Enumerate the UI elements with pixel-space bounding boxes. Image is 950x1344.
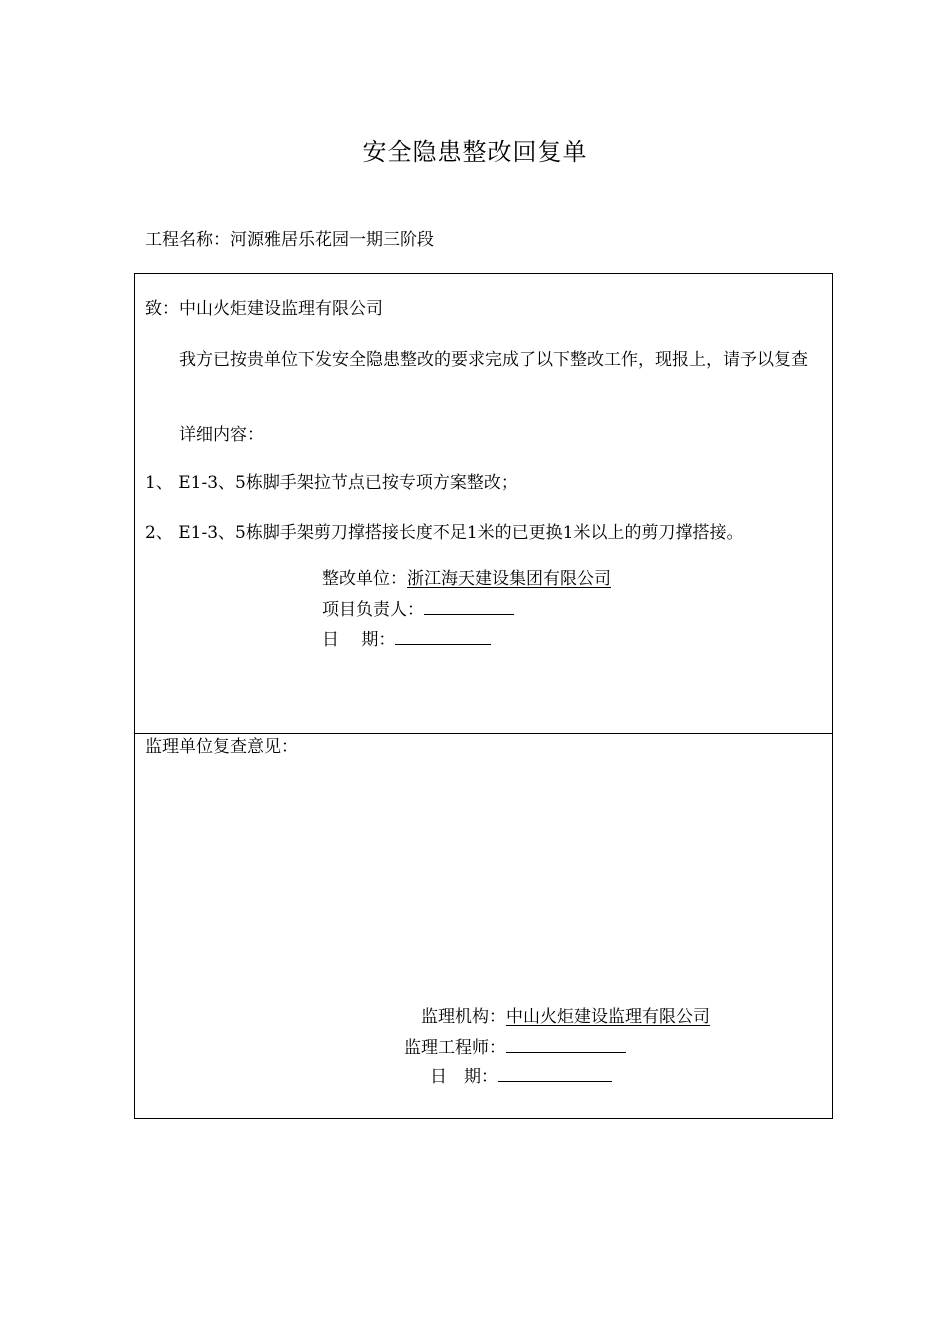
supervision-agency-line (421, 1006, 710, 1028)
project-name-line (145, 225, 434, 250)
intro-paragraph: 我方已按贵单位下发安全隐患整改的要求完成了以下整改工作，现报上，请予以复查 (179, 350, 808, 370)
section-divider (135, 733, 832, 734)
details-label: 详细内容： (179, 425, 264, 445)
detail-item-1: 1、 E1-3、5栋脚手架拉节点已按专项方案整改； (145, 473, 518, 493)
rectification-date-label: 日 期： (322, 630, 396, 650)
recipient-value: 中山火炬建设监理有限公司 (179, 299, 383, 319)
detail-item-2: 2、 E1-3、5栋脚手架剪刀撑搭接长度不足1米的已更换1米以上的剪刀撑搭接。 (145, 523, 744, 543)
project-name-label: 工程名称： (145, 230, 230, 250)
recipient-line (145, 298, 383, 320)
rectification-date-line (322, 628, 491, 651)
recipient-label: 致： (145, 299, 179, 319)
project-manager-signature-blank[interactable] (424, 598, 514, 615)
supervision-engineer-signature-blank[interactable] (506, 1036, 626, 1053)
review-date-line (430, 1065, 612, 1088)
supervision-agency-value: 中山火炬建设监理有限公司 (506, 1007, 710, 1027)
review-opinion-label: 监理单位复查意见： (145, 737, 298, 757)
supervision-engineer-label: 监理工程师： (404, 1038, 506, 1058)
project-manager-line (322, 598, 514, 621)
review-date-label: 日 期： (430, 1067, 498, 1087)
rectification-unit-value: 浙江海天建设集团有限公司 (407, 569, 611, 589)
page-title: 安全隐患整改回复单 (362, 138, 588, 166)
supervision-engineer-line (404, 1036, 626, 1059)
project-manager-label: 项目负责人： (322, 600, 424, 620)
rectification-date-blank[interactable] (395, 628, 491, 645)
project-name-value: 河源雅居乐花园一期三阶段 (230, 230, 434, 250)
reply-form-box (134, 273, 833, 1119)
rectification-unit-label: 整改单位： (322, 569, 407, 589)
review-date-blank[interactable] (498, 1065, 612, 1082)
rectification-unit-line (322, 568, 611, 590)
supervision-agency-label: 监理机构： (421, 1007, 506, 1027)
